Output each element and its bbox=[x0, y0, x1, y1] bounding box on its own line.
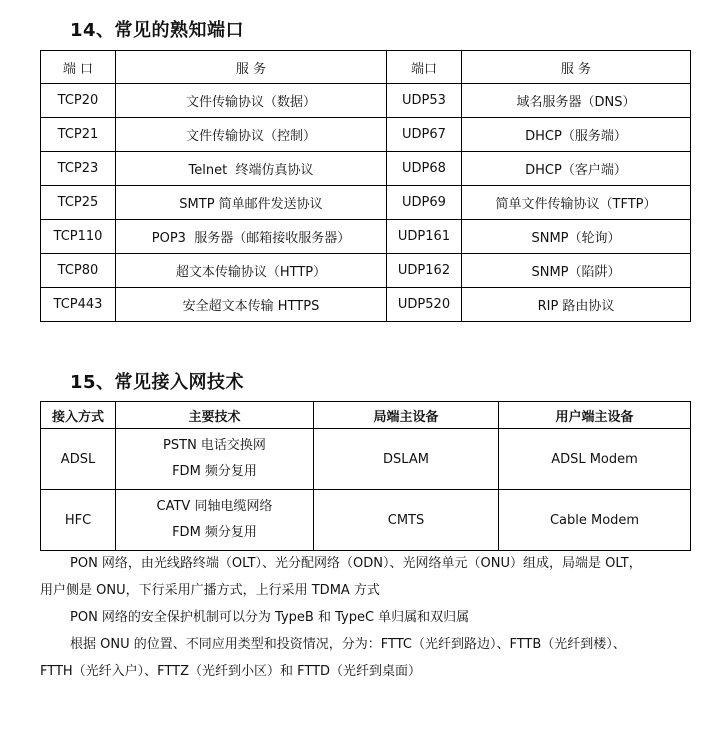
well-known-ports-table bbox=[40, 50, 691, 322]
paragraph-line: PON 网络，由光线路终端（OLT）、光分配网络（ODN）、光网络单元（ONU）组成，局端是 OLT， bbox=[70, 556, 642, 571]
tcp-port-cell: TCP110 bbox=[41, 220, 116, 254]
udp-port-cell: UDP67 bbox=[387, 118, 462, 152]
main-tech-cell bbox=[116, 429, 314, 490]
tech-line: FDM 频分复用 bbox=[172, 464, 257, 479]
header-access-method: 接入方式 bbox=[41, 402, 116, 429]
header-port-1: 端 口 bbox=[41, 51, 116, 84]
table-row bbox=[41, 429, 691, 490]
table-row bbox=[41, 84, 691, 118]
table-row bbox=[41, 254, 691, 288]
header-office-device: 局端主设备 bbox=[314, 402, 499, 429]
udp-port-cell: UDP68 bbox=[387, 152, 462, 186]
udp-service-cell: RIP 路由协议 bbox=[462, 288, 691, 322]
table-header-row bbox=[41, 402, 691, 429]
tcp-port-cell: TCP25 bbox=[41, 186, 116, 220]
tcp-service-cell: Telnet 终端仿真协议 bbox=[116, 152, 387, 186]
tech-line: CATV 同轴电缆网络 bbox=[156, 499, 273, 514]
tcp-service-cell: 文件传输协议（控制） bbox=[116, 118, 387, 152]
pon-paragraph bbox=[40, 550, 690, 685]
access-method-cell: ADSL bbox=[41, 429, 116, 490]
office-device-cell: CMTS bbox=[314, 490, 499, 551]
pon-protection-paragraph: PON 网络的安全保护机制可以分为 TypeB 和 TypeC 单归属和双归属 bbox=[70, 610, 470, 625]
tcp-port-cell: TCP20 bbox=[41, 84, 116, 118]
udp-port-cell: UDP69 bbox=[387, 186, 462, 220]
paragraph-line: FTTH（光纤入户）、FTTZ（光纤到小区）和 FTTD（光纤到桌面） bbox=[40, 664, 422, 679]
paragraph-line: 根据 ONU 的位置、不同应用类型和投资情况，分为：FTTC（光纤到路边）、FTTB（光纤到楼）、 bbox=[70, 637, 626, 652]
section-15-title: 15、常见接入网技术 bbox=[70, 372, 245, 393]
udp-service-cell: DHCP（服务端） bbox=[462, 118, 691, 152]
tcp-service-cell: 文件传输协议（数据） bbox=[116, 84, 387, 118]
tcp-service-cell: 超文本传输协议（HTTP） bbox=[116, 254, 387, 288]
table-row bbox=[41, 152, 691, 186]
tcp-port-cell: TCP23 bbox=[41, 152, 116, 186]
table-row bbox=[41, 490, 691, 551]
table-row bbox=[41, 288, 691, 322]
tech-line: PSTN 电话交换网 bbox=[163, 438, 266, 453]
header-service-1: 服 务 bbox=[116, 51, 387, 84]
tcp-port-cell: TCP21 bbox=[41, 118, 116, 152]
paragraph-line: 用户侧是 ONU，下行采用广播方式，上行采用 TDMA 方式 bbox=[40, 583, 380, 598]
udp-service-cell: DHCP（客户端） bbox=[462, 152, 691, 186]
table-row bbox=[41, 186, 691, 220]
user-device-cell: Cable Modem bbox=[499, 490, 691, 551]
header-user-device: 用户端主设备 bbox=[499, 402, 691, 429]
tcp-port-cell: TCP443 bbox=[41, 288, 116, 322]
udp-service-cell: SNMP（轮询） bbox=[462, 220, 691, 254]
tcp-service-cell: POP3 服务器（邮箱接收服务器） bbox=[116, 220, 387, 254]
access-network-table bbox=[40, 401, 691, 551]
table-row bbox=[41, 118, 691, 152]
main-tech-cell bbox=[116, 490, 314, 551]
udp-port-cell: UDP520 bbox=[387, 288, 462, 322]
udp-service-cell: 域名服务器（DNS） bbox=[462, 84, 691, 118]
tcp-service-cell: SMTP 简单邮件发送协议 bbox=[116, 186, 387, 220]
udp-port-cell: UDP162 bbox=[387, 254, 462, 288]
tech-line: FDM 频分复用 bbox=[172, 525, 257, 540]
header-port-2: 端口 bbox=[387, 51, 462, 84]
udp-service-cell: 简单文件传输协议（TFTP） bbox=[462, 186, 691, 220]
tcp-service-cell: 安全超文本传输 HTTPS bbox=[116, 288, 387, 322]
user-device-cell: ADSL Modem bbox=[499, 429, 691, 490]
table-row bbox=[41, 220, 691, 254]
udp-port-cell: UDP53 bbox=[387, 84, 462, 118]
header-service-2: 服 务 bbox=[462, 51, 691, 84]
tcp-port-cell: TCP80 bbox=[41, 254, 116, 288]
udp-port-cell: UDP161 bbox=[387, 220, 462, 254]
section-14-title: 14、常见的熟知端口 bbox=[70, 20, 245, 41]
access-method-cell: HFC bbox=[41, 490, 116, 551]
office-device-cell: DSLAM bbox=[314, 429, 499, 490]
udp-service-cell: SNMP（陷阱） bbox=[462, 254, 691, 288]
header-main-tech: 主要技术 bbox=[116, 402, 314, 429]
table-header-row bbox=[41, 51, 691, 84]
